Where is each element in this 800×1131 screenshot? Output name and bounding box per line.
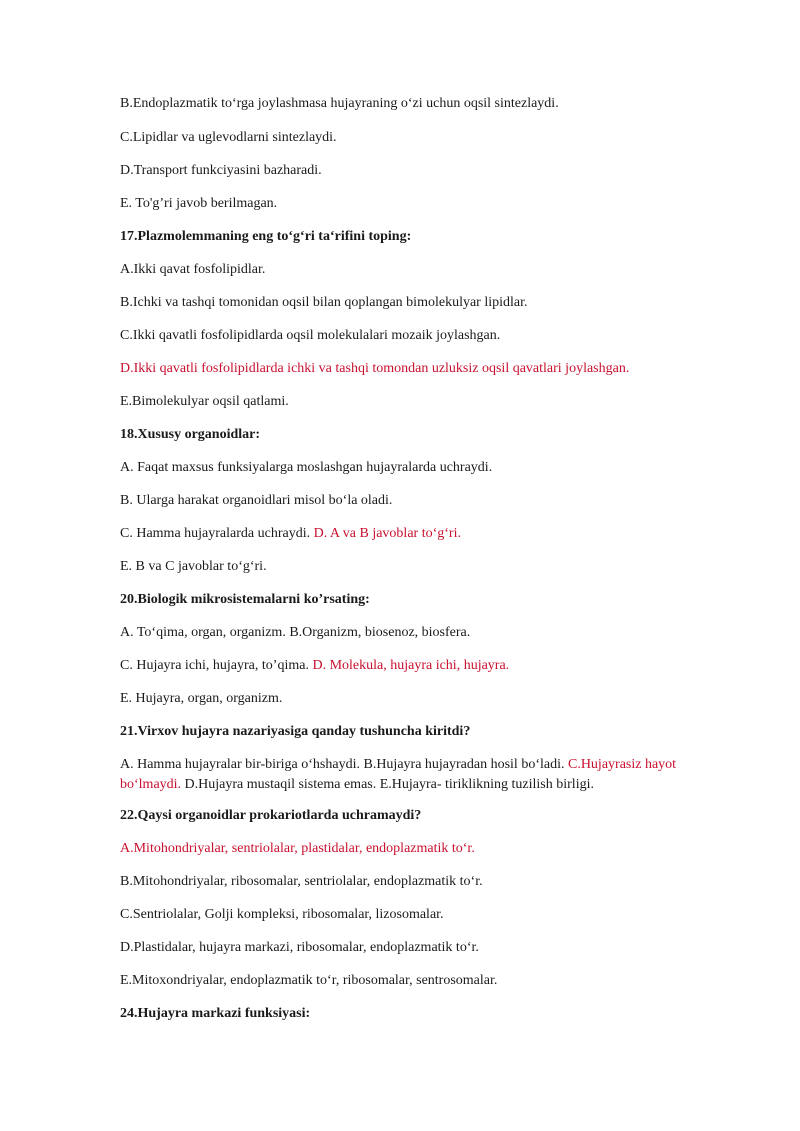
line-text: D.Hujayra mustaqil sistema emas. E.Hujayra- tiriklikning tuzilish birligi. [181,777,594,792]
line-text: E.Bimolekulyar oqsil qatlami. [120,394,289,409]
line-text: B.Endoplazmatik to‘rga joylashmasa hujayraning o‘zi uchun oqsil sintezlaydi. [120,96,559,111]
answer-line [120,872,690,892]
correct-answer-text: C.Hujayrasiz hayot bo‘lmaydi. [120,757,677,792]
answer-line [120,359,690,379]
line-text: 18.Xususy organoidlar: [120,427,261,442]
answer-line [120,128,690,148]
line-text: E.Mitoxondriyalar, endoplazmatik to‘r, ribosomalar, sentrosomalar. [120,973,498,988]
line-text: 21.Virxov hujayra nazariyasiga qanday tushuncha kiritdi? [120,724,471,739]
answer-line [120,260,690,280]
line-text: 20.Biologik mikrosistemalarni ko’rsating: [120,592,370,607]
correct-answer-text: A.Mitohondriyalar, sentriolalar, plastidalar, endoplazmatik to‘r. [120,841,475,856]
line-text: A. Hamma hujayralar bir-biriga o‘hshaydi. B.Hujayra hujayradan hosil bo‘ladi. [120,757,568,772]
correct-answer-text: D. Molekula, hujayra ichi, hujayra. [312,658,510,673]
line-text: C. Hamma hujayralarda uchraydi. [120,526,314,541]
line-text: A.Ikki qavat fosfolipidlar. [120,262,266,277]
answer-line [120,689,690,709]
line-text: B.Ichki va tashqi tomonidan oqsil bilan qoplangan bimolekulyar lipidlar. [120,295,528,310]
line-text: E. To'g’ri javob berilmagan. [120,196,278,211]
line-text: 22.Qaysi organoidlar prokariotlarda uchramaydi? [120,808,422,823]
question-heading [120,806,690,826]
answer-line [120,326,690,346]
line-text: C. Hujayra ichi, hujayra, to’qima. [120,658,313,673]
line-text: D.Transport funkciyasini bazharadi. [120,163,322,178]
answer-line [120,392,690,412]
answer-line [120,656,690,676]
line-text: A. Faqat maxsus funksiyalarga moslashgan hujayralarda uchraydi. [120,460,493,475]
answer-line [120,491,690,511]
line-text: 24.Hujayra markazi funksiyasi: [120,1006,311,1021]
answer-line [120,94,690,114]
answer-line [120,458,690,478]
answer-line [120,293,690,313]
answer-line [120,755,690,795]
line-text: B.Mitohondriyalar, ribosomalar, sentriolalar, endoplazmatik to‘r. [120,874,483,889]
line-text: E. Hujayra, organ, organizm. [120,691,283,706]
answer-line [120,623,690,643]
question-heading [120,722,690,742]
answer-line [120,557,690,577]
answer-line [120,971,690,991]
line-text: 17.Plazmolemmaning eng to‘g‘ri ta‘rifini toping: [120,229,412,244]
line-text: C.Sentriolalar, Golji kompleksi, ribosomalar, lizosomalar. [120,907,444,922]
correct-answer-text: D. A va B javoblar to‘g‘ri. [313,526,461,541]
answer-line [120,161,690,181]
answer-line [120,839,690,859]
line-text: A. To‘qima, organ, organizm. B.Organizm, biosenoz, biosfera. [120,625,471,640]
line-text: B. Ularga harakat organoidlari misol bo‘la oladi. [120,493,393,508]
answer-line [120,938,690,958]
answer-line [120,905,690,925]
question-heading [120,590,690,610]
line-text: C.Ikki qavatli fosfolipidlarda oqsil molekulalari mozaik joylashgan. [120,328,501,343]
correct-answer-text: D.Ikki qavatli fosfolipidlarda ichki va tashqi tomondan uzluksiz oqsil qavatlari joylashgan. [120,361,630,376]
answer-line [120,194,690,214]
line-text: E. B va C javoblar to‘g‘ri. [120,559,267,574]
answer-line [120,524,690,544]
question-heading [120,227,690,247]
question-heading [120,1004,690,1024]
line-text: C.Lipidlar va uglevodlarni sintezlaydi. [120,130,337,145]
line-text: D.Plastidalar, hujayra markazi, ribosomalar, endoplazmatik to‘r. [120,940,479,955]
question-heading [120,425,690,445]
